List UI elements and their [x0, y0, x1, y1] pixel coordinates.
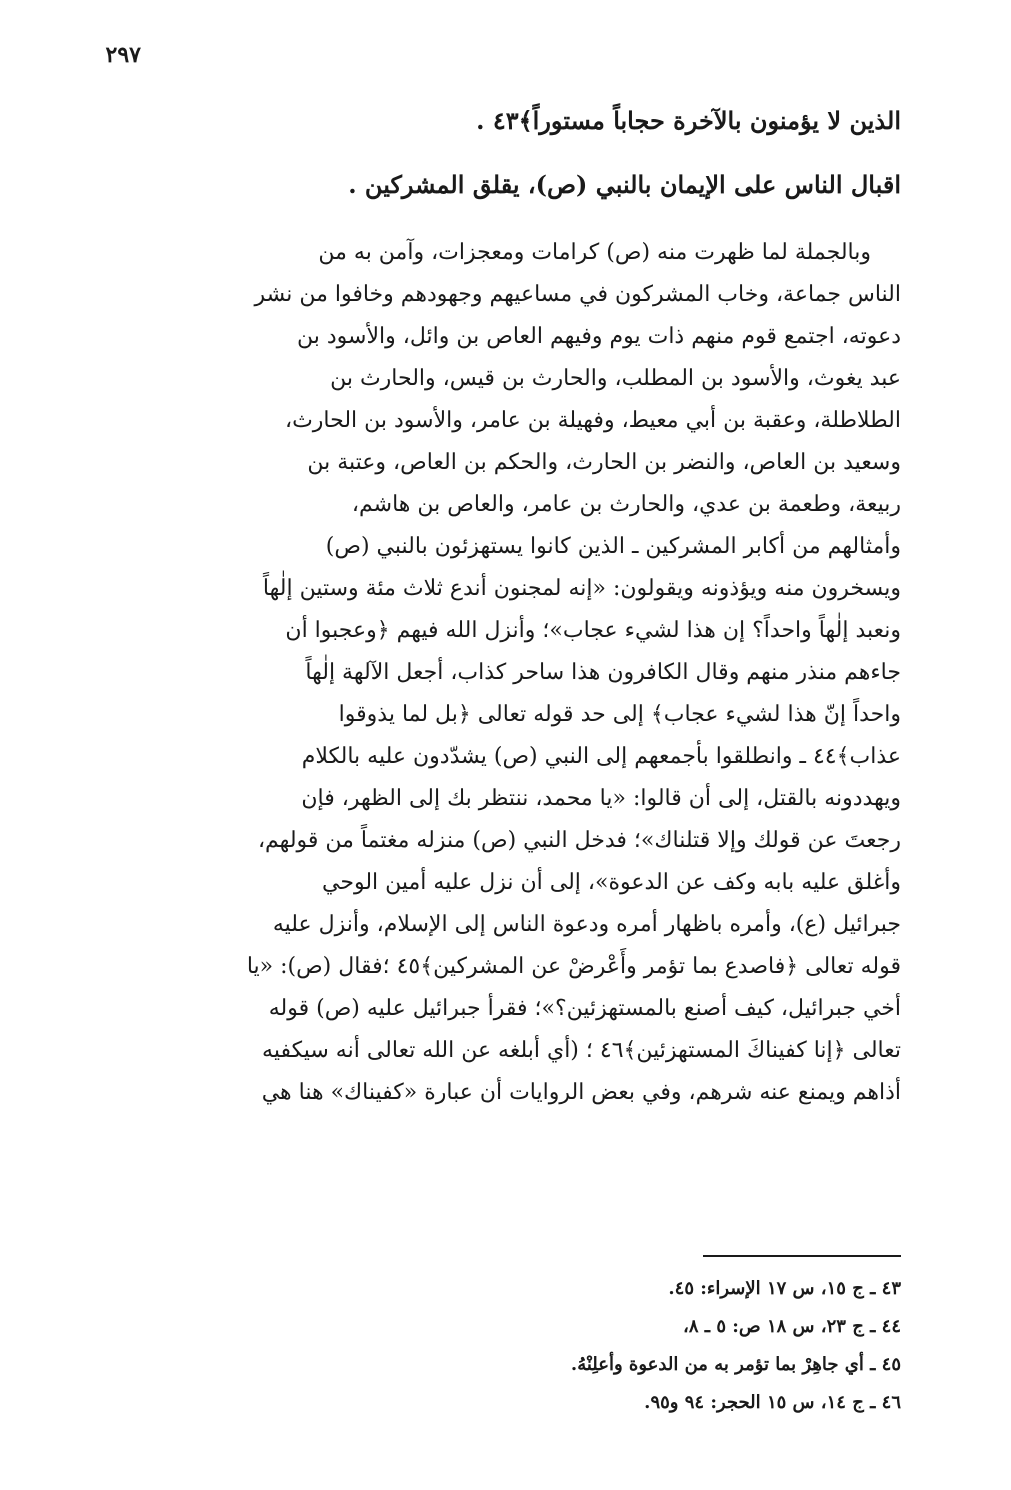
footnote-43: ٤٣ ـ ج ١٥، س ١٧ الإسراء: ٤٥. [668, 1278, 901, 1299]
text-line: ويهددونه بالقتل، إلى أن قالوا: «يا محمد، ننتظر بك إلى الظهر، فإن [301, 786, 901, 811]
text-line: ربيعة، وطعمة بن عدي، والحارث بن عامر، والعاص بن هاشم، [351, 492, 901, 517]
text-line: الناس جماعة، وخاب المشركون في مساعيهم وجهودهم وخافوا من نشر [254, 282, 901, 307]
text-line: ونعبد إلٰهاً واحداً؟ إن هذا لشيء عجاب»؛ وأنزل الله فيهم ﴿وعجبوا أن [285, 618, 901, 643]
text-line: دعوته، اجتمع قوم منهم ذات يوم وفيهم العاص بن وائل، والأسود بن [297, 324, 901, 349]
footnote-46: ٤٦ ـ ج ١٤، س ١٥ الحجر: ٩٤ و٩٥. [644, 1392, 901, 1413]
text-line: وسعيد بن العاص، والنضر بن الحارث، والحكم بن العاص، وعتبة بن [307, 450, 901, 475]
footnotes [111, 1270, 901, 1422]
page-number: ٢٩٧ [105, 42, 141, 68]
section-heading: اقبال الناس على الإيمان بالنبي (ص)، يقلق المشركين . [348, 170, 901, 199]
text-line: جاءهم منذر منهم وقال الكافرون هذا ساحر كذاب، أجعل الآلهة إلٰهاً [305, 660, 901, 685]
footnote-divider [703, 1255, 901, 1257]
text-line: تعالى ﴿إنا كفيناكَ المستهزئين﴾٤٦ ؛ (أي أبلغه عن الله تعالى أنه سيكفيه [262, 1038, 901, 1063]
text-line: أذاهم ويمنع عنه شرهم، وفي بعض الروايات أن عبارة «كفيناك» هنا هي [261, 1080, 901, 1105]
text-line: عذاب﴾٤٤ ـ وانطلقوا بأجمعهم إلى النبي (ص) يشدّدون عليه بالكلام [301, 744, 901, 769]
text-line: وأغلق عليه بابه وكف عن الدعوة»، إلى أن نزل عليه أمين الوحي [322, 870, 901, 895]
footnote-45: ٤٥ ـ أي جاهِرْ بما تؤمر به من الدعوة وأعلِنْهُ. [570, 1354, 901, 1375]
text-line: قوله تعالى ﴿فاصدع بما تؤمر وأَعْرضْ عن المشركين﴾٤٥ ؛فقال (ص): «يا [246, 954, 901, 979]
body-text [111, 232, 901, 1114]
verse-line: الذين لا يؤمنون بالآخرة حجاباً مستوراً﴾٤٣ . [476, 106, 901, 135]
footnote-44: ٤٤ ـ ج ٢٣، س ١٨ ص: ٥ ـ ٨، [683, 1316, 901, 1337]
text-line: جبرائيل (ع)، وأمره باظهار أمره ودعوة الناس إلى الإسلام، وأنزل عليه [272, 912, 901, 937]
text-line: أخي جبرائيل، كيف أصنع بالمستهزئين؟»؛ فقرأ جبرائيل عليه (ص) قوله [268, 996, 901, 1021]
text-line: وبالجملة لما ظهرت منه (ص) كرامات ومعجزات، وآمن به من [318, 240, 871, 265]
text-line: عبد يغوث، والأسود بن المطلب، والحارث بن قيس، والحارث بن [330, 366, 901, 391]
text-line: ويسخرون منه ويؤذونه ويقولون: «إنه لمجنون أندع ثلاث مئة وستين إلٰهاً [262, 576, 901, 601]
text-line: رجعتَ عن قولك وإلا قتلناك»؛ فدخل النبي (ص) منزله مغتماً من قولهم، [257, 828, 901, 853]
text-line: واحداً إنّ هذا لشيء عجاب﴾ إلى حد قوله تعالى ﴿بل لما يذوقوا [338, 702, 901, 727]
text-line: وأمثالهم من أكابر المشركين ـ الذين كانوا يستهزئون بالنبي (ص) [325, 534, 901, 559]
text-line: الطلاطلة، وعقبة بن أبي معيط، وفهيلة بن عامر، والأسود بن الحارث، [284, 408, 901, 433]
